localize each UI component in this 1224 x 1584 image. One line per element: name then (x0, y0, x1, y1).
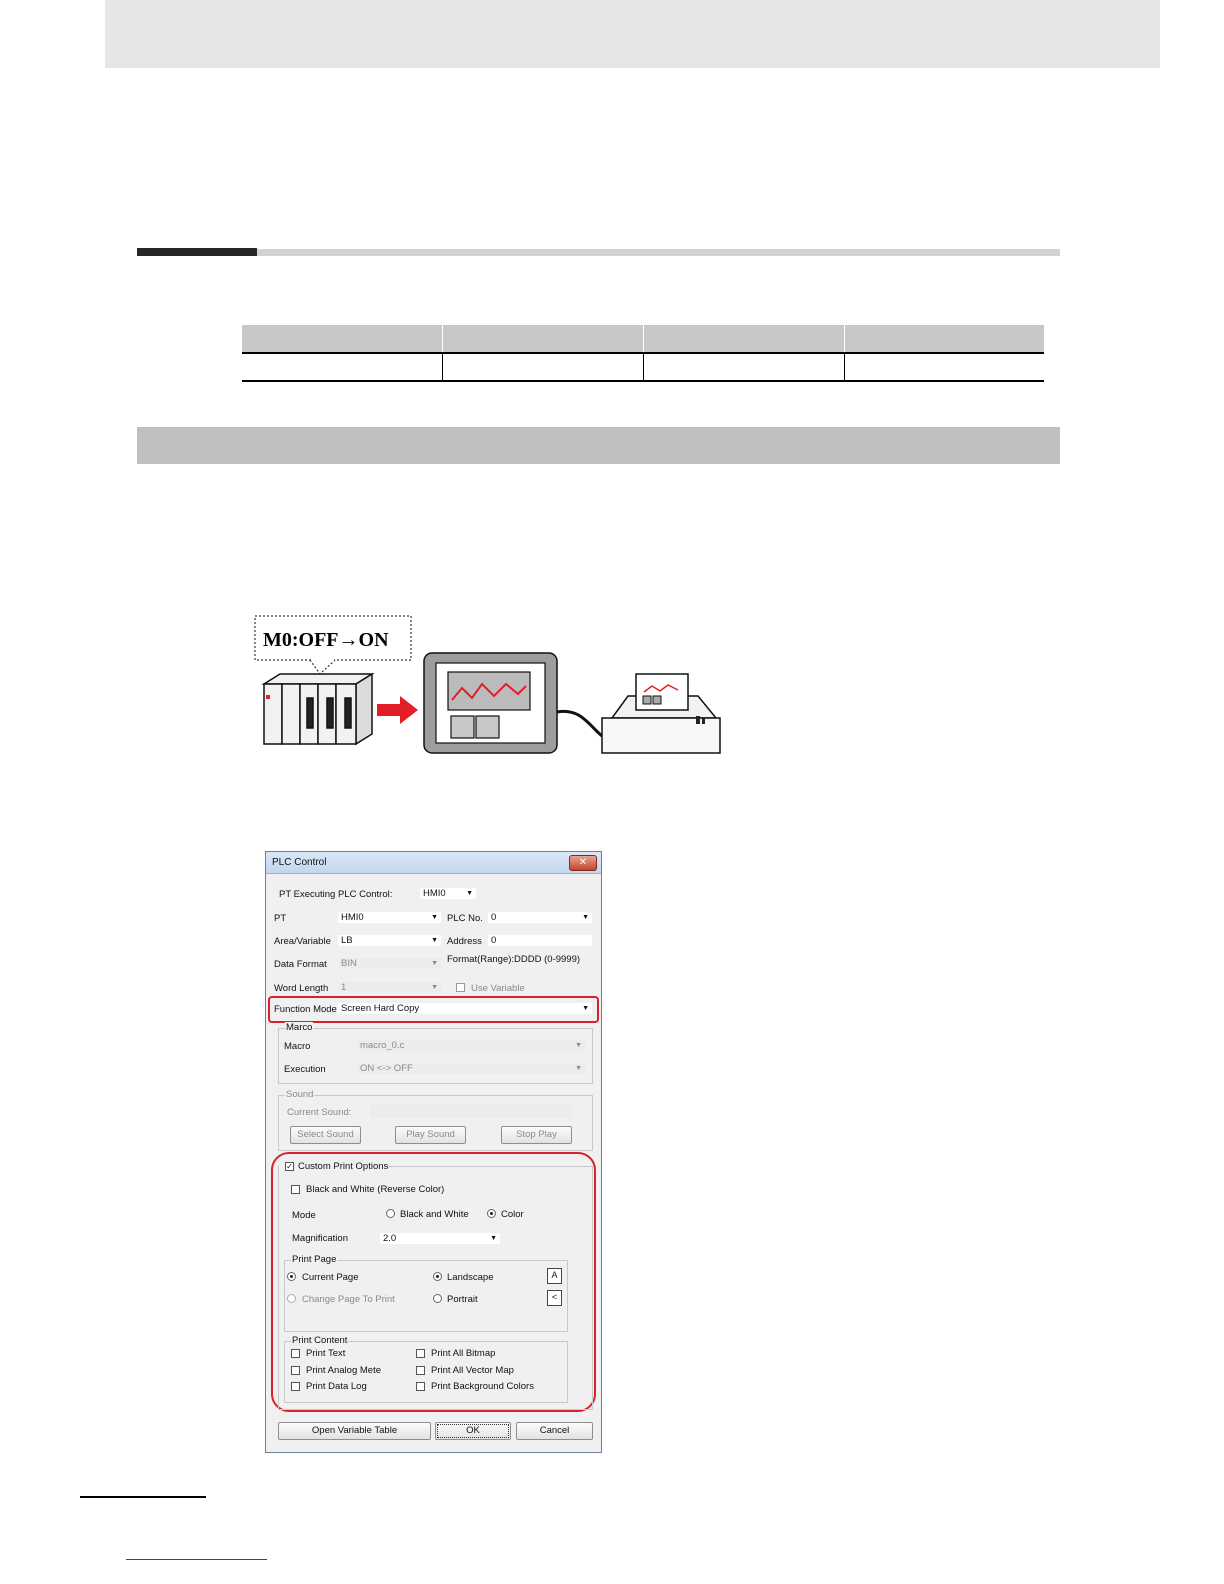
address-input[interactable]: 0 (487, 934, 593, 947)
current-sound-field (369, 1103, 573, 1119)
footer-link-underline[interactable] (126, 1559, 267, 1560)
portrait-radio[interactable] (433, 1294, 442, 1303)
spec-table (242, 325, 1044, 383)
magnification-label: Magnification (292, 1233, 348, 1244)
pt-exec-label: PT Executing PLC Control: (279, 889, 393, 900)
printer-icon (602, 674, 720, 753)
chevron-down-icon: ▼ (466, 890, 473, 897)
print-bg-checkbox[interactable] (416, 1382, 425, 1391)
function-mode-label: Function Mode (274, 1004, 337, 1015)
dialog-titlebar (266, 852, 601, 874)
plc-no-select[interactable]: 0 ▼ (487, 911, 593, 924)
function-mode-select[interactable]: Screen Hard Copy ▼ (337, 1002, 593, 1015)
data-format-select[interactable]: BIN ▼ (337, 957, 442, 970)
header-band (105, 0, 1160, 68)
print-analog-checkbox[interactable] (291, 1366, 300, 1375)
current-page-label: Current Page (302, 1272, 359, 1283)
section-rule-accent (137, 248, 257, 256)
callout-text: M0:OFF→ON (263, 629, 389, 651)
mode-color-label: Color (501, 1209, 524, 1220)
use-variable-label: Use Variable (471, 983, 525, 994)
portrait-icon: < (547, 1290, 562, 1306)
chevron-down-icon: ▼ (431, 960, 438, 967)
dialog-title: PLC Control (272, 857, 327, 868)
word-length-select[interactable]: 1 ▼ (337, 981, 442, 994)
pt-select[interactable]: HMI0 ▼ (337, 911, 442, 924)
print-text-label: Print Text (306, 1348, 346, 1359)
print-datalog-checkbox[interactable] (291, 1382, 300, 1391)
plc-icon (264, 674, 372, 744)
landscape-icon: A (547, 1268, 562, 1284)
area-variable-select[interactable]: LB ▼ (337, 934, 442, 947)
print-vector-label: Print All Vector Map (431, 1365, 514, 1376)
chevron-down-icon: ▼ (431, 914, 438, 921)
plc-control-dialog (265, 851, 602, 1453)
pt-label: PT (274, 913, 287, 924)
custom-print-label: Custom Print Options (298, 1161, 389, 1172)
use-variable-checkbox[interactable] (456, 983, 465, 992)
sound-group-title: Sound (286, 1089, 314, 1100)
plc-no-label: PLC No. (447, 913, 483, 924)
landscape-radio[interactable] (433, 1272, 442, 1281)
chevron-down-icon: ▼ (582, 1005, 589, 1012)
current-page-radio[interactable] (287, 1272, 296, 1281)
change-page-radio[interactable] (287, 1294, 296, 1303)
mode-bw-radio[interactable] (386, 1209, 395, 1218)
macro-group-title: Marco (286, 1022, 313, 1033)
open-variable-table-button[interactable]: Open Variable Table (278, 1422, 431, 1440)
print-analog-label: Print Analog Mete (306, 1365, 381, 1376)
execution-label: Execution (284, 1064, 326, 1075)
landscape-label: Landscape (447, 1272, 494, 1283)
macro-group (278, 1022, 593, 1084)
macro-label: Macro (284, 1041, 311, 1052)
mode-bw-label: Black and White (400, 1209, 469, 1220)
macro-select[interactable]: macro_0.c ▼ (356, 1039, 586, 1052)
chevron-down-icon: ▼ (431, 937, 438, 944)
chevron-down-icon: ▼ (490, 1235, 497, 1242)
mode-color-radio[interactable] (487, 1209, 496, 1218)
print-content-group-title: Print Content (292, 1335, 348, 1346)
subsection-bar (137, 427, 1060, 464)
mode-label: Mode (292, 1210, 316, 1221)
print-page-group-title: Print Page (292, 1254, 337, 1265)
print-datalog-label: Print Data Log (306, 1381, 367, 1392)
print-text-checkbox[interactable] (291, 1349, 300, 1358)
hard-copy-diagram (250, 612, 730, 762)
magnification-select[interactable]: 2.0 ▼ (379, 1232, 501, 1245)
ok-button[interactable]: OK (435, 1422, 511, 1440)
current-sound-label: Current Sound: (287, 1107, 352, 1118)
chevron-down-icon: ▼ (582, 914, 589, 921)
select-sound-button[interactable]: Select Sound (290, 1126, 361, 1144)
chevron-down-icon: ▼ (575, 1065, 582, 1072)
change-page-label: Change Page To Print (302, 1294, 395, 1305)
cable (557, 711, 602, 736)
print-vector-checkbox[interactable] (416, 1366, 425, 1375)
chevron-down-icon: ▼ (575, 1042, 582, 1049)
pt-exec-select[interactable]: HMI0 ▼ (419, 887, 477, 900)
print-bitmap-checkbox[interactable] (416, 1349, 425, 1358)
bw-reverse-label: Black and White (Reverse Color) (306, 1184, 445, 1195)
bw-reverse-checkbox[interactable] (291, 1185, 300, 1194)
data-format-label: Data Format (274, 959, 327, 970)
address-label: Address (447, 936, 482, 947)
table-row (242, 354, 1044, 382)
word-length-label: Word Length (274, 983, 329, 994)
arrow-icon (377, 696, 418, 724)
chevron-down-icon: ▼ (431, 984, 438, 991)
execution-select[interactable]: ON <-> OFF ▼ (356, 1062, 586, 1075)
print-bg-label: Print Background Colors (431, 1381, 534, 1392)
cancel-button[interactable]: Cancel (516, 1422, 593, 1440)
section-rule (257, 249, 1060, 256)
custom-print-checkbox[interactable]: ✓ (286, 1162, 293, 1171)
portrait-label: Portrait (447, 1294, 478, 1305)
table-header-row (242, 325, 1044, 354)
close-button[interactable]: ✕ (569, 855, 597, 871)
area-variable-label: Area/Variable (274, 936, 331, 947)
hmi-icon (424, 653, 557, 753)
format-range-text: Format(Range):DDDD (0-9999) (447, 954, 581, 965)
footer-rule (80, 1496, 206, 1498)
print-bitmap-label: Print All Bitmap (431, 1348, 496, 1359)
play-sound-button[interactable]: Play Sound (395, 1126, 466, 1144)
stop-play-button[interactable]: Stop Play (501, 1126, 572, 1144)
